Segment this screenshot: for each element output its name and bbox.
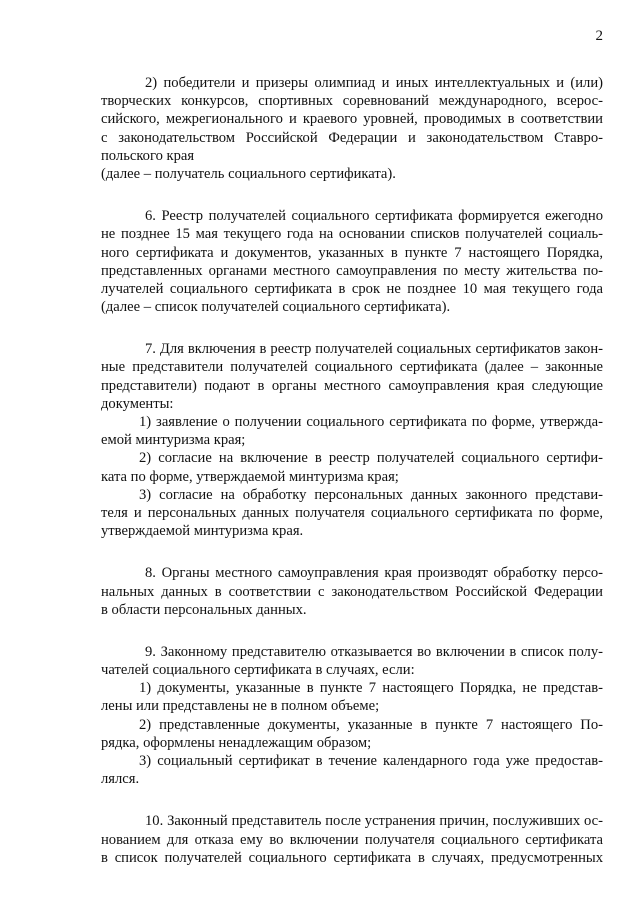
text-line: 2) победители и призеры олимпиад и иных интеллектуальных и (или) — [145, 75, 603, 91]
text-line: ные представители получателей социального сертификата (далее – законные — [101, 359, 603, 376]
item-2-winners — [101, 74, 603, 183]
text-line: 2) представленные документы, указанные в пункте 7 настоящего По- — [139, 716, 603, 733]
document-body — [101, 74, 603, 867]
text-line: нованием для отказа ему во включении получателя социального сертификата — [101, 831, 603, 848]
text-line: документы: — [101, 395, 174, 412]
text-line: 7. Для включения в реестр получателей социальных сертификатов закон- — [145, 341, 603, 358]
text-line: 10. Законный представитель после устранения причин, послуживших ос- — [145, 813, 603, 830]
text-line: 1) документы, указанные в пункте 7 настоящего Порядка, не представ- — [139, 680, 603, 697]
paragraph-6 — [101, 207, 603, 316]
text-line: 3) социальный сертификат в течение календарного года уже предостав- — [139, 753, 603, 769]
text-line: польского края — [101, 147, 195, 164]
text-line: рядка, оформлены ненадлежащим образом; — [101, 734, 372, 751]
text-line: 9. Законному представителю отказывается во включении в список полу- — [145, 643, 603, 660]
text-line: ката по форме, утверждаемой минтуризма края; — [101, 468, 399, 485]
paragraph-7 — [101, 340, 603, 540]
text-line: (далее – получатель социального сертификата). — [101, 165, 396, 182]
text-line: 1) заявление о получении социального сертификата по форме, утвержда- — [139, 414, 603, 430]
text-line: представители) подают в органы местного самоуправления края следующие — [101, 377, 603, 394]
text-line: не позднее 15 мая текущего года на основании списков получателей социаль- — [101, 226, 603, 243]
text-line: чателей социального сертификата в случаях, если: — [101, 662, 415, 679]
text-line: лены или представлены не в полном объеме; — [101, 698, 380, 715]
text-line: емой минтуризма края; — [101, 432, 246, 449]
text-line: в список получателей социального сертификата в случаях, предусмотренных — [101, 849, 603, 866]
text-line: сийского, межрегионального и краевого уровней, проводимых в соответствии — [101, 111, 603, 128]
paragraph-gap — [101, 788, 603, 812]
text-line: (далее – список получателей социального сертификата). — [101, 299, 451, 316]
text-line: 6. Реестр получателей социального сертификата формируется ежегодно — [145, 208, 603, 225]
paragraph-gap — [101, 540, 603, 564]
paragraph-10 — [101, 812, 603, 867]
text-line: творческих конкурсов, спортивных соревнований международного, всерос- — [101, 93, 603, 110]
page-number: 2 — [595, 28, 603, 44]
text-line: 2) согласие на включение в реестр получателей социального сертифи- — [139, 450, 603, 467]
text-line: утверждаемой минтуризма края. — [101, 523, 304, 540]
paragraph-gap — [101, 316, 603, 340]
text-line: нальных данных в соответствии с законодательством Российской Федерации — [101, 583, 603, 600]
paragraph-8 — [101, 564, 603, 619]
text-line: лучателей социального сертификата в срок не позднее 10 мая текущего года — [101, 280, 603, 297]
text-line: теля и персональных данных получателя социального сертификата по форме, — [101, 504, 603, 521]
text-line: лялся. — [101, 771, 140, 788]
text-line: ного сертификата и документов, указанных в пункте 7 настоящего Порядка, — [101, 244, 603, 261]
text-line: 8. Органы местного самоуправления края производят обработку персо- — [145, 565, 603, 582]
text-line: 3) согласие на обработку персональных данных законного представи- — [139, 486, 603, 503]
text-line: в области персональных данных. — [101, 601, 307, 618]
paragraph-gap — [101, 619, 603, 643]
paragraph-gap — [101, 183, 603, 207]
text-line: представленных органами местного самоуправления по месту жительства по- — [101, 262, 603, 279]
paragraph-9 — [101, 643, 603, 789]
text-line: с законодательством Российской Федерации и законодательством Ставро- — [101, 129, 603, 146]
